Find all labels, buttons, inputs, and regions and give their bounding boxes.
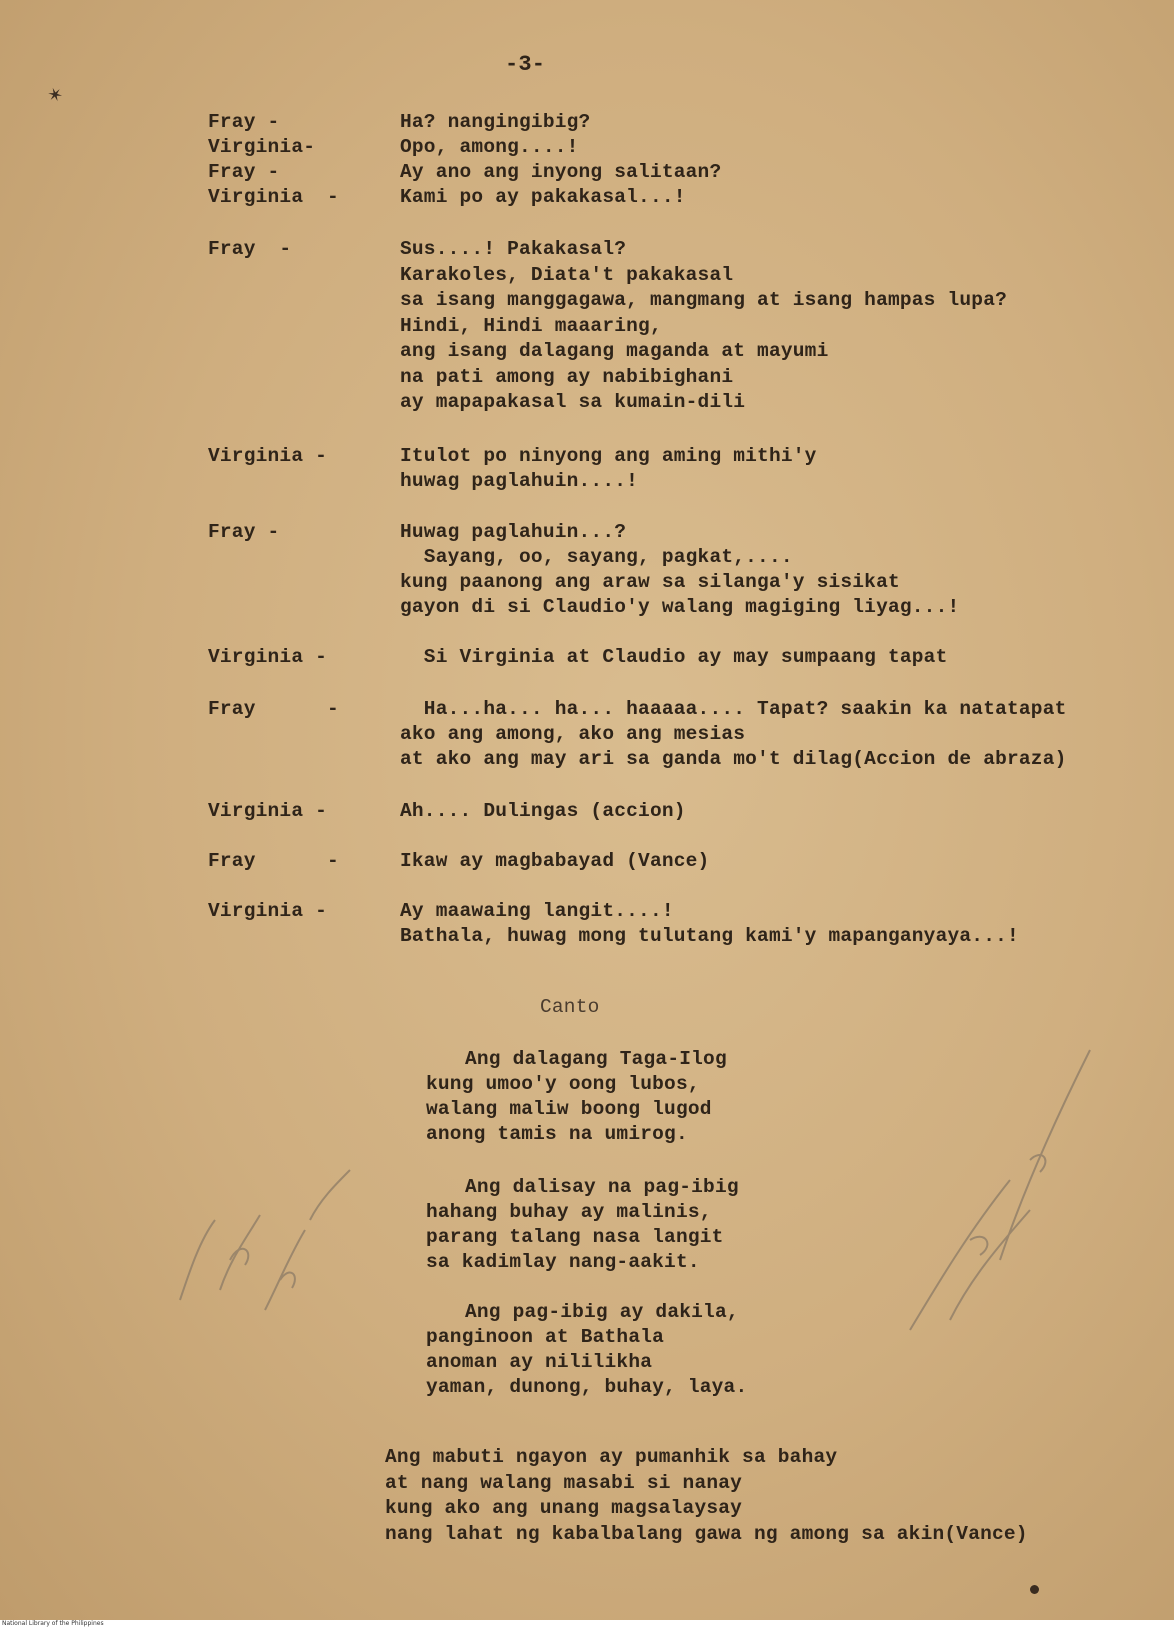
- speaker-label: Fray -: [208, 111, 280, 133]
- punch-hole: [1030, 1585, 1039, 1594]
- dialogue-line: Ah.... Dulingas (accion): [400, 800, 686, 822]
- speaker-label: Virginia-: [208, 136, 316, 158]
- speaker-label: Fray -: [208, 238, 292, 260]
- dialogue-line: ay mapapakasal sa kumain-dili: [400, 391, 746, 413]
- insect-mark-icon: ✶: [41, 81, 68, 110]
- closing-line: Ang mabuti ngayon ay pumanhik sa bahay: [385, 1446, 838, 1468]
- canto-line: parang talang nasa langit: [426, 1226, 724, 1248]
- dialogue-line: na pati among ay nabibighani: [400, 365, 734, 388]
- canto-line: anoman ay nililikha: [426, 1351, 653, 1373]
- dialogue-line: at ako ang may ari sa ganda mo't dilag(Accion de abraza): [400, 748, 1067, 770]
- page-number: -3-: [505, 52, 546, 77]
- dialogue-line: Ikaw ay magbabayad (Vance): [400, 850, 710, 872]
- dialogue-line: ang isang dalagang maganda at mayumi: [400, 340, 829, 362]
- dialogue-line: huwag paglahuin....!: [400, 470, 639, 492]
- dialogue-line: Karakoles, Diata't pakakasal: [400, 263, 734, 286]
- closing-line: nang lahat ng kabalbalang gawa ng among sa akin(Vance): [385, 1522, 1028, 1545]
- dialogue-line: Ay maawaing langit....!: [400, 900, 674, 922]
- pencil-marginalia-right: [900, 1040, 1100, 1340]
- canto-line: sa kadimlay nang-aakit.: [426, 1251, 700, 1273]
- dialogue-line: Kami po ay pakakasal...!: [400, 186, 686, 208]
- canto-line: panginoon at Bathala: [426, 1326, 665, 1348]
- canto-line: anong tamis na umirog.: [426, 1123, 688, 1145]
- canto-title: Canto: [540, 996, 600, 1018]
- canto-line: walang maliw boong lugod: [426, 1098, 712, 1120]
- dialogue-line: Si Virginia at Claudio ay may sumpaang tapat: [400, 646, 948, 668]
- speaker-label: Virginia -: [208, 445, 328, 467]
- canto-line: Ang dalagang Taga-Ilog: [465, 1048, 727, 1070]
- dialogue-line: Sayang, oo, sayang, pagkat,....: [400, 546, 793, 568]
- dialogue-line: ako ang among, ako ang mesias: [400, 723, 746, 745]
- dialogue-line: Sus....! Pakakasal?: [400, 238, 627, 260]
- dialogue-line: Bathala, huwag mong tulutang kami'y mapanganyaya...!: [400, 925, 1019, 947]
- canto-line: yaman, dunong, buhay, laya.: [426, 1376, 748, 1398]
- speaker-label: Virginia -: [208, 646, 328, 668]
- closing-line: kung ako ang unang magsalaysay: [385, 1497, 743, 1519]
- speaker-label: Fray -: [208, 161, 280, 183]
- speaker-label: Virginia -: [208, 900, 328, 922]
- speaker-label: Fray -: [208, 850, 339, 872]
- dialogue-line: kung paanong ang araw sa silanga'y sisikat: [400, 571, 900, 593]
- canto-line: Ang pag-ibig ay dakila,: [465, 1301, 739, 1323]
- dialogue-line: sa isang manggagawa, mangmang at isang hampas lupa?: [400, 289, 1007, 311]
- speaker-label: Virginia -: [208, 186, 339, 208]
- speaker-label: Virginia -: [208, 800, 328, 822]
- speaker-label: Fray -: [208, 698, 339, 720]
- canto-line: hahang buhay ay malinis,: [426, 1201, 712, 1223]
- closing-line: at nang walang masabi si nanay: [385, 1471, 743, 1494]
- dialogue-line: Ay ano ang inyong salitaan?: [400, 161, 722, 183]
- dialogue-line: Itulot po ninyong ang aming mithi'y: [400, 445, 817, 467]
- pencil-marginalia-left: [170, 1160, 370, 1320]
- speaker-label: Fray -: [208, 521, 280, 543]
- canto-line: kung umoo'y oong lubos,: [426, 1073, 700, 1095]
- canto-line: Ang dalisay na pag-ibig: [465, 1176, 739, 1198]
- dialogue-line: gayon di si Claudio'y walang magiging liyag...!: [400, 596, 960, 618]
- dialogue-line: Ha...ha... ha... haaaaa.... Tapat? saakin ka natatapat: [400, 698, 1067, 720]
- archive-footer: National Library of the Philippines: [0, 1620, 1174, 1628]
- dialogue-line: Ha? nangingibig?: [400, 111, 591, 133]
- dialogue-line: Huwag paglahuin...?: [400, 521, 627, 543]
- dialogue-line: Hindi, Hindi maaaring,: [400, 314, 662, 337]
- dialogue-line: Opo, among....!: [400, 136, 579, 158]
